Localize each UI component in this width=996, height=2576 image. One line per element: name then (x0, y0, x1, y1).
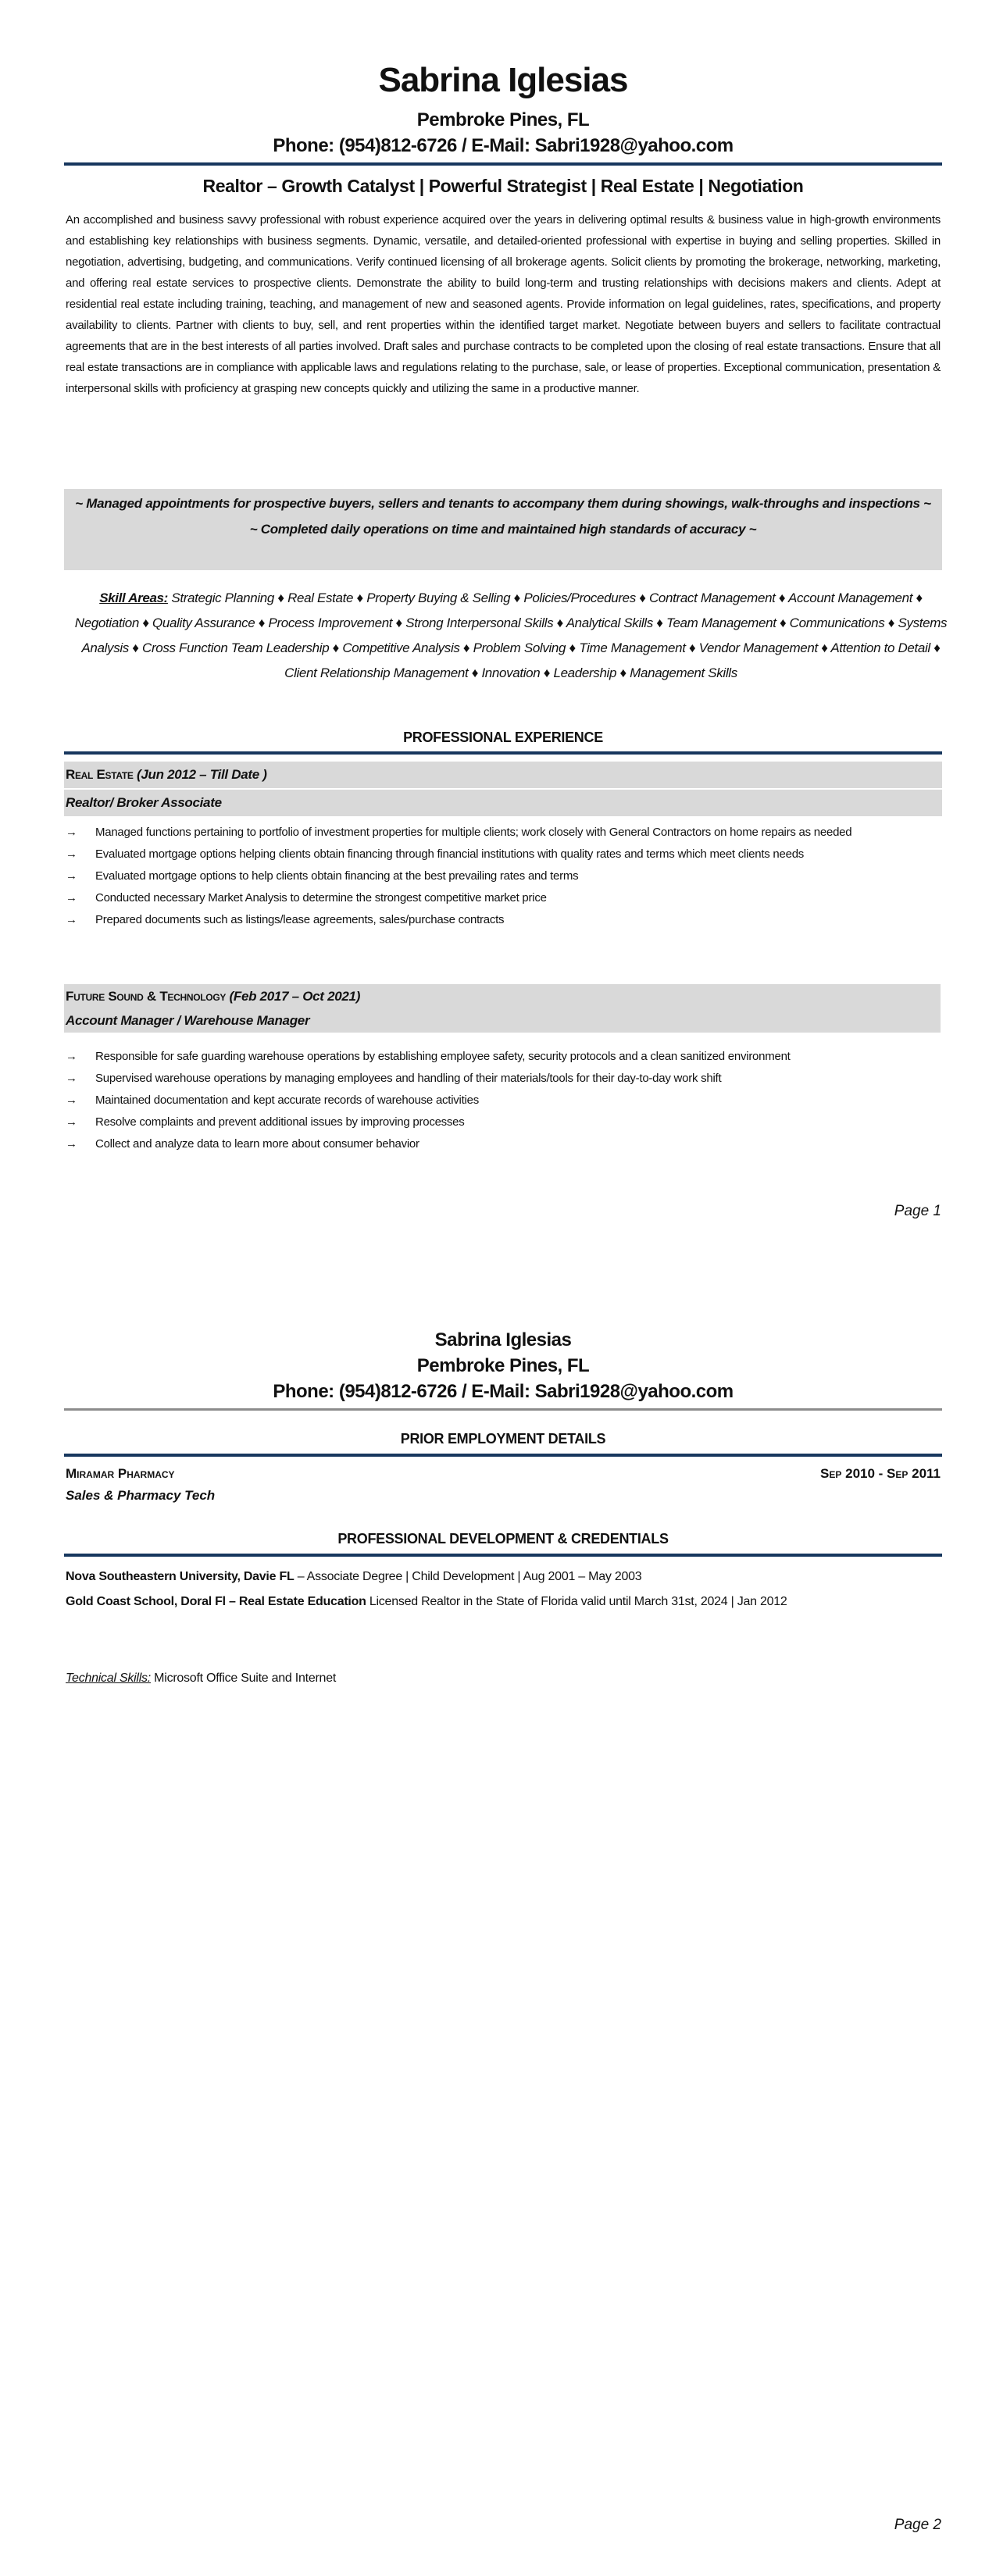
headline: Realtor – Growth Catalyst | Powerful Strategist | Real Estate | Negotiation (202, 176, 804, 196)
school: Gold Coast School, Doral Fl – Real Estate Education (66, 1595, 366, 1608)
bullet-item (66, 909, 941, 931)
candidate-name: Sabrina Iglesias (378, 61, 628, 99)
prior-dates: Sep 2010 - Sep 2011 (820, 1466, 941, 1481)
arrow-bullet-icon: → (66, 1072, 77, 1085)
location: Pembroke Pines, FL (416, 1355, 590, 1376)
skill-item: Property Buying & Selling (366, 590, 511, 605)
skill-item: Problem Solving (473, 640, 566, 655)
bullet-text: Prepared documents such as listings/lease agreements, sales/purchase contracts (95, 913, 505, 926)
bullet-text: Managed functions pertaining to portfolio of investment properties for multiple clients; work closely with General Contractors on home repairs as needed (95, 826, 852, 839)
skill-item: Analytical Skills (566, 615, 653, 630)
location: Pembroke Pines, FL (416, 109, 590, 130)
page-number: Page 1 (894, 1203, 941, 1219)
skill-areas: Skill Areas: Strategic Planning ♦ Real Estate ♦ Property Buying & Selling ♦ Policies/Procedures ♦ Contract Management ♦ Account Management ♦ Negotiation ♦ Quality Assurance ♦ Process Improvement ♦ Strong Interpersonal Skills ♦ Analytical Skills ♦ Team Management ♦ Communications ♦ Systems Analysis ♦ Cross Function Team Leadership ♦ Competitive Analysis ♦ Problem Solving ♦ Time Management ♦ Vendor Management ♦ Attention to Detail ♦ Client Relationship Management ♦ Innovation ♦ Leadership ♦ Management Skills (74, 590, 948, 680)
skill-item: Vendor Management (698, 640, 818, 655)
header-divider (64, 162, 942, 166)
skill-item: Client Relationship Management (284, 665, 469, 680)
skill-item: Strong Interpersonal Skills (405, 615, 554, 630)
arrow-bullet-icon: → (66, 891, 77, 904)
prior-company: Miramar Pharmacy (66, 1466, 175, 1481)
job-role: Account Manager / Warehouse Manager (64, 1008, 941, 1033)
job-company: Real Estate (66, 767, 134, 782)
contact-info: Phone: (954)812-6726 / E-Mail: Sabri1928@yahoo.com (273, 135, 734, 156)
skill-item: Account Management (788, 590, 913, 605)
header-divider (64, 1408, 942, 1411)
bullet-item (66, 1046, 941, 1068)
skill-item: Process Improvement (268, 615, 393, 630)
skill-item: Attention to Detail (830, 640, 930, 655)
section-divider (64, 1554, 942, 1557)
bullet-item (66, 865, 941, 887)
bullet-text: Supervised warehouse operations by managing employees and handling of their materials/tools for their day-to-day work shift (95, 1072, 722, 1085)
skill-item: Time Management (579, 640, 686, 655)
skill-item: Strategic Planning (171, 590, 275, 605)
skill-item: Negotiation (74, 615, 139, 630)
page-number: Page 2 (894, 2517, 941, 2533)
arrow-bullet-icon: → (66, 869, 77, 883)
job-role: Realtor/ Broker Associate (64, 790, 942, 816)
job-dates: (Feb 2017 – Oct 2021) (229, 989, 361, 1004)
contact-info: Phone: (954)812-6726 / E-Mail: Sabri1928@yahoo.com (273, 1381, 734, 1402)
job-dates: (Jun 2012 – Till Date ) (137, 767, 267, 782)
job-header (64, 762, 942, 788)
skill-areas-label: Skill Areas: (99, 590, 168, 605)
skill-item: Innovation (481, 665, 541, 680)
highlight: ~ Managed appointments for prospective buyers, sellers and tenants to accompany them during showings, walk-throughs and inspections ~ (75, 496, 931, 511)
job-bullets (66, 822, 941, 931)
technical-skills-label: Technical Skills: (66, 1672, 151, 1685)
bullet-item (66, 1090, 941, 1111)
highlight: ~ Completed daily operations on time and maintained high standards of accuracy ~ (249, 522, 757, 537)
prior-job (66, 1463, 941, 1507)
bullet-item (66, 887, 941, 909)
school: Nova Southeastern University, Davie FL (66, 1570, 295, 1583)
arrow-bullet-icon: → (66, 847, 77, 861)
arrow-bullet-icon: → (66, 1094, 77, 1107)
bullet-item (66, 1111, 941, 1133)
skill-item: Cross Function Team Leadership (142, 640, 330, 655)
bullet-item (66, 822, 941, 844)
section-title-experience: PROFESSIONAL EXPERIENCE (403, 730, 603, 745)
skill-item: Contract Management (649, 590, 776, 605)
arrow-bullet-icon: → (66, 826, 77, 839)
job-company: Future Sound & Technology (66, 989, 227, 1004)
bullet-text: Evaluated mortgage options helping clients obtain financing through financial institutions with quality rates and terms which meet clients needs (95, 847, 805, 861)
skill-item: Quality Assurance (152, 615, 255, 630)
arrow-bullet-icon: → (66, 1115, 77, 1129)
bullet-text: Conducted necessary Market Analysis to determine the strongest competitive market price (95, 891, 547, 904)
technical-skills-value: Microsoft Office Suite and Internet (150, 1672, 337, 1685)
arrow-bullet-icon: → (66, 913, 77, 926)
section-divider (64, 1454, 942, 1457)
job-bullets (66, 1046, 941, 1155)
bullet-text: Collect and analyze data to learn more about consumer behavior (95, 1137, 419, 1151)
candidate-name: Sabrina Iglesias (434, 1329, 572, 1350)
skill-item: Leadership (553, 665, 617, 680)
skill-item: Team Management (666, 615, 776, 630)
arrow-bullet-icon: → (66, 1050, 77, 1063)
highlights-box (64, 489, 942, 570)
education-entry (66, 1589, 941, 1614)
skill-item: Communications (789, 615, 885, 630)
job-header (64, 984, 941, 1033)
skill-item: Management Skills (630, 665, 737, 680)
summary: An accomplished and business savvy professional with robust experience acquired over the years in delivering optimal results & business value in high-growth environments and establishing key relationships with business segments. Dynamic, versatile, and detailed-oriented professional with expertise in buying and selling properties. Skilled in negotiation, advertising, budgeting, and communications. Verify continued licensing of all brokerage agents. Solicit clients by promoting the brokerage, networking, marketing, and offering real estate services to prospective clients. Demonstrate the ability to build long-term and trusting relationships with decisions makers and clients. Adept at residential real estate including training, teaching, and management of new and seasoned agents. Provide information on legal guidelines, rates, specifications, and property availability to clients. Partner with clients to buy, sell, and rent properties within the identified target market. Negotiate between buyers and sellers to facilitate contractual agreements that are in the best interests of all parties involved. Draft sales and purchase contracts to be completed upon the closing of real estate transactions. Ensure that all real estate transactions are in compliance with applicable laws and regulations relating to the purchase, sale, or lease of properties. Exceptional communication, presentation & interpersonal skills with proficiency at grasping new concepts quickly and utilizing the same in a productive manner. (66, 213, 941, 395)
skill-item: Systems Analysis (81, 615, 948, 655)
bullet-item (66, 1068, 941, 1090)
bullet-item (66, 844, 941, 865)
bullet-item (66, 1133, 941, 1155)
section-divider (64, 751, 942, 755)
arrow-bullet-icon: → (66, 1137, 77, 1151)
bullet-text: Responsible for safe guarding warehouse operations by establishing employee safety, security protocols and a clean sanitized environment (95, 1050, 791, 1063)
section-title-prior: PRIOR EMPLOYMENT DETAILS (400, 1431, 606, 1447)
education-entry (66, 1565, 941, 1589)
prior-role: Sales & Pharmacy Tech (66, 1488, 216, 1503)
skill-item: Competitive Analysis (342, 640, 460, 655)
education-detail: Licensed Realtor in the State of Florida valid until March 31st, 2024 | Jan 2012 (366, 1595, 787, 1608)
section-title-education: PROFESSIONAL DEVELOPMENT & CREDENTIALS (337, 1531, 669, 1547)
education-detail: – Associate Degree | Child Development | Aug 2001 – May 2003 (294, 1570, 642, 1583)
bullet-text: Resolve complaints and prevent additional issues by improving processes (95, 1115, 465, 1129)
skill-item: Policies/Procedures (523, 590, 636, 605)
technical-skills (66, 1666, 941, 1691)
bullet-text: Maintained documentation and kept accurate records of warehouse activities (95, 1094, 479, 1107)
skill-item: Real Estate (287, 590, 354, 605)
bullet-text: Evaluated mortgage options to help clients obtain financing at the best prevailing rates and terms (95, 869, 579, 883)
